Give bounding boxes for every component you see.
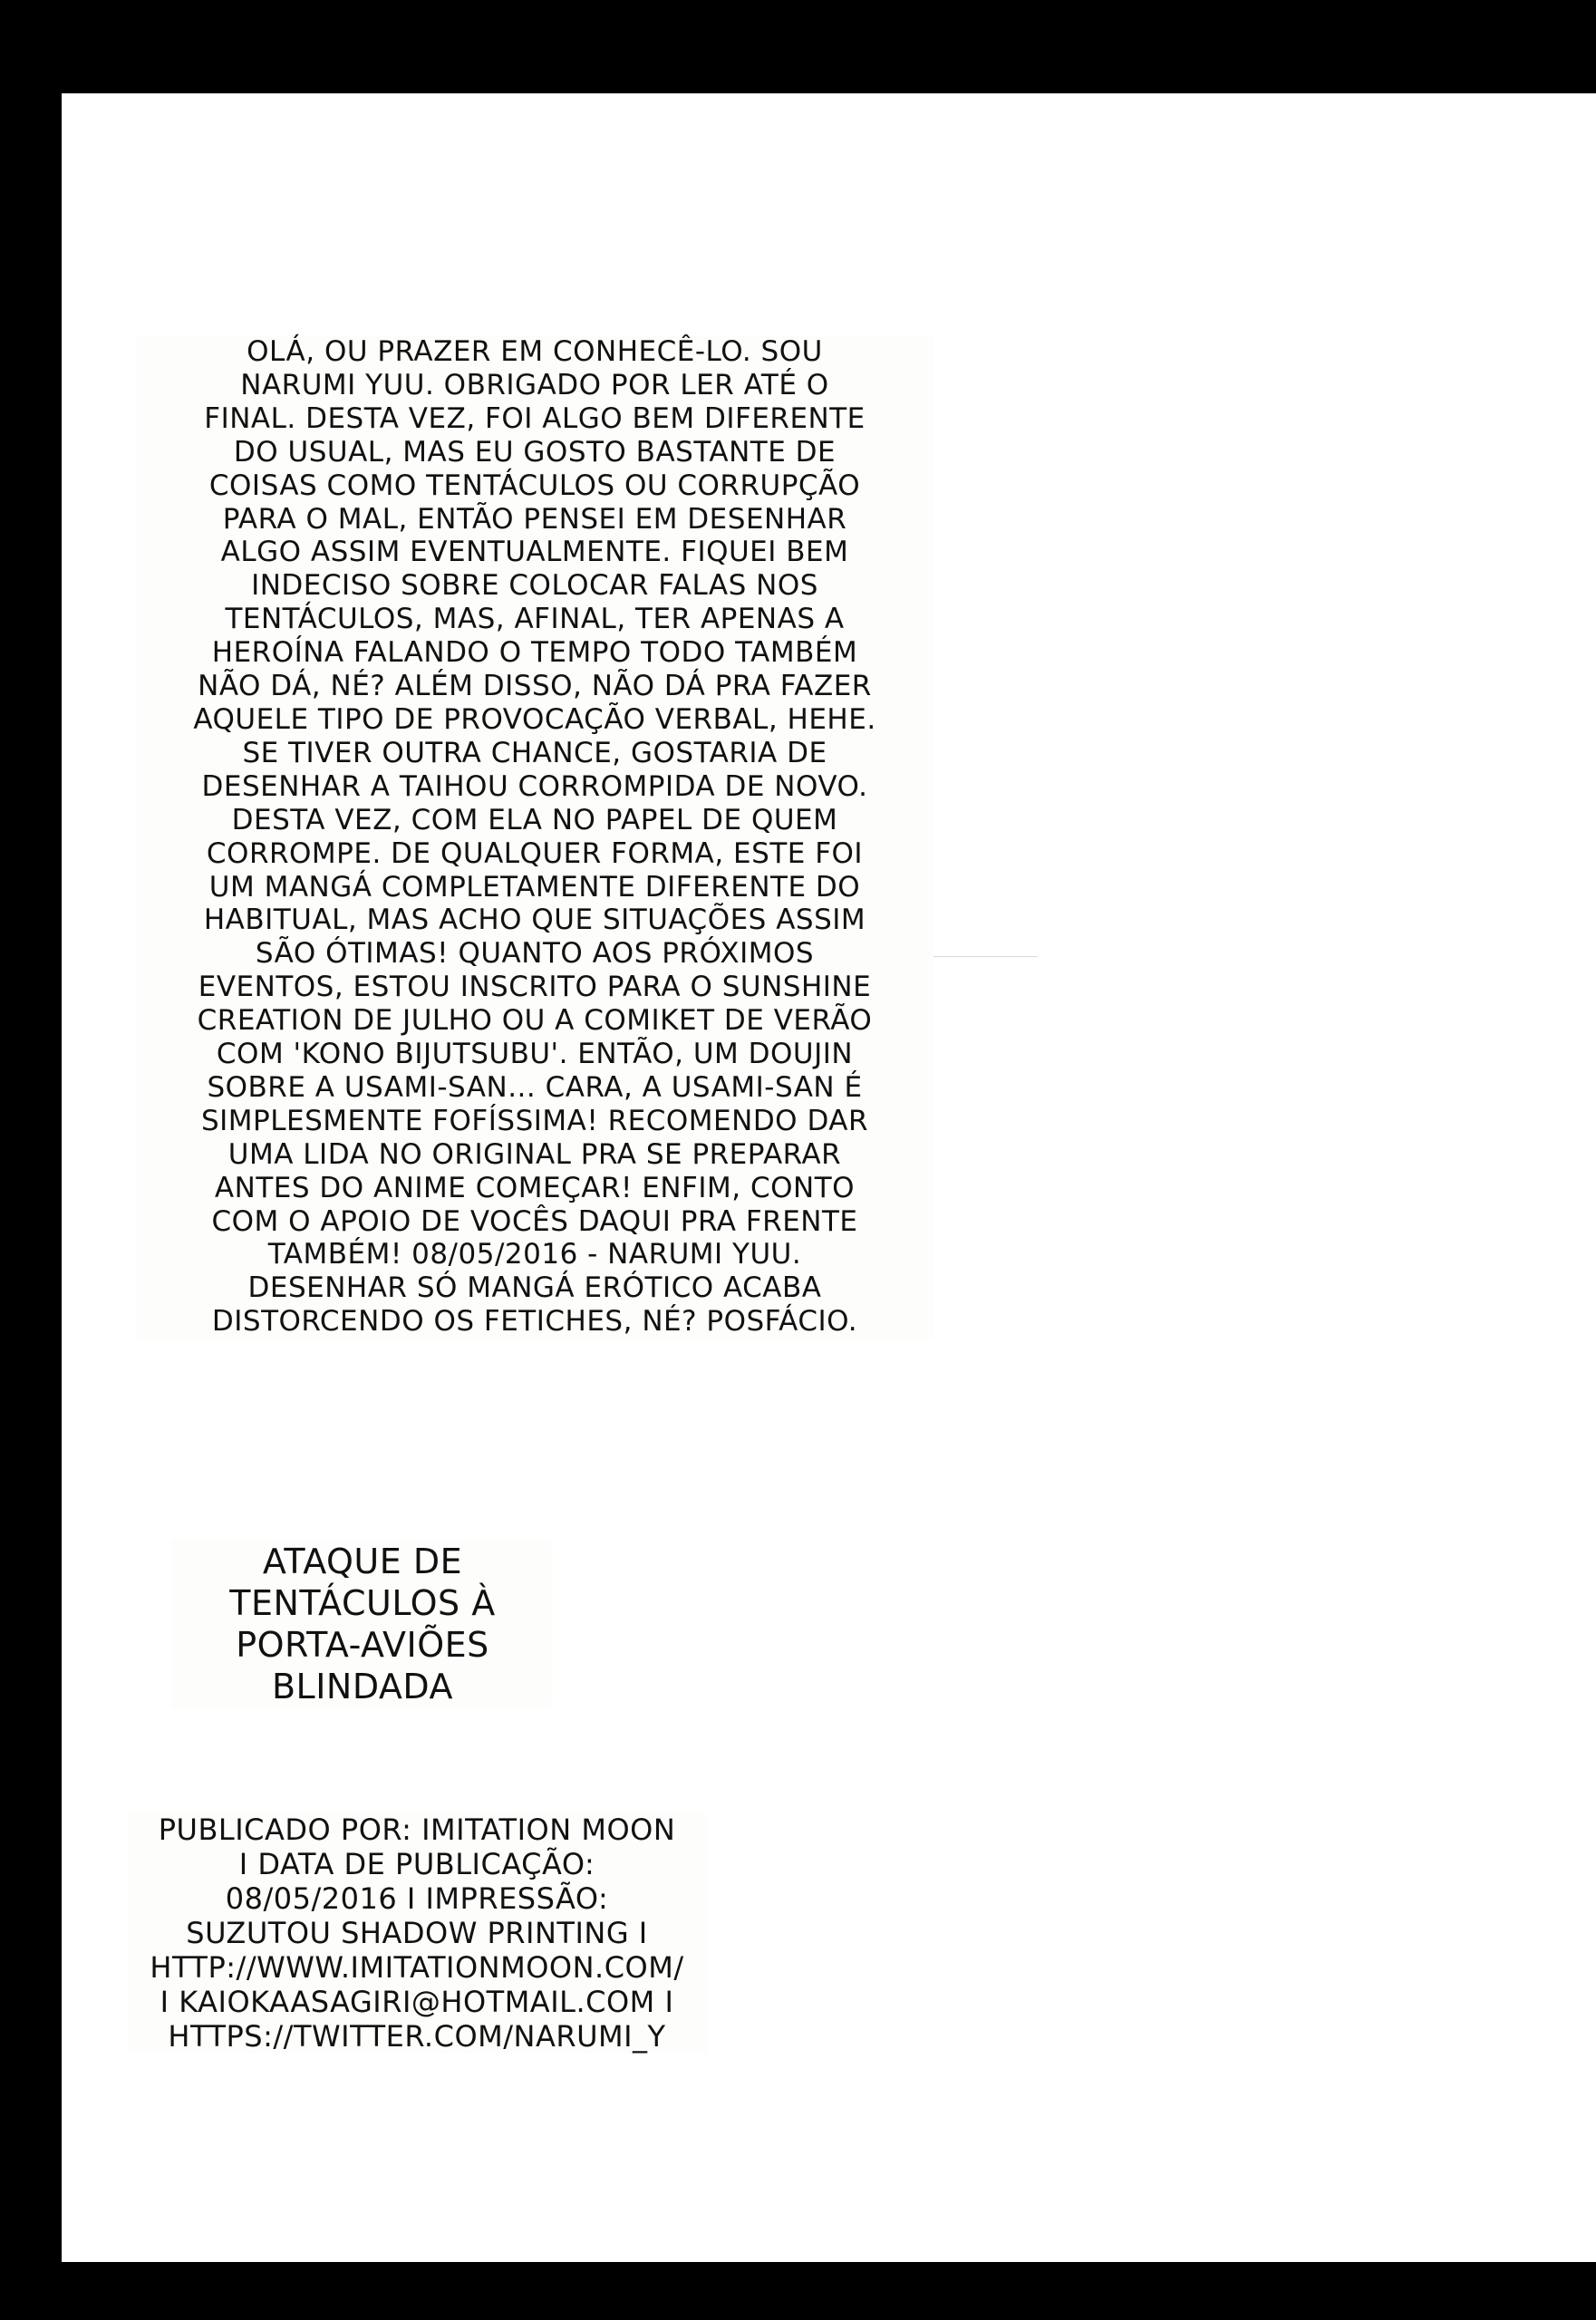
- afterword-line: CREATION DE JULHO OU A COMIKET DE VERÃO: [197, 1004, 873, 1038]
- afterword-line: HEROÍNA FALANDO O TEMPO TODO TAMBÉM: [211, 636, 858, 670]
- colophon-title-line: PORTA-AVIÕES: [236, 1625, 489, 1665]
- afterword-line: SÃO ÓTIMAS! QUANTO AOS PRÓXIMOS: [255, 937, 815, 971]
- colophon-title-line: TENTÁCULOS À: [229, 1583, 496, 1623]
- afterword-line: COM 'KONO BIJUTSUBU'. ENTÃO, UM DOUJIN: [216, 1038, 854, 1071]
- colophon-info-line: 08/05/2016 I IMPRESSÃO:: [225, 1881, 609, 1916]
- afterword-line: DO USUAL, MAS EU GOSTO BASTANTE DE: [233, 435, 837, 469]
- afterword-text: [136, 335, 933, 1339]
- afterword-line: DESENHAR SÓ MANGÁ ERÓTICO ACABA: [247, 1271, 822, 1305]
- colophon-website-link: HTTP://WWW.IMITATIONMOON.COM/: [150, 1950, 684, 1985]
- afterword-line: UMA LIDA NO ORIGINAL PRA SE PREPARAR: [227, 1137, 842, 1171]
- afterword-line: INDECISO SOBRE COLOCAR FALAS NOS: [251, 569, 818, 603]
- colophon-email: I KAIOKAASAGIRI@HOTMAIL.COM I: [160, 1985, 674, 2019]
- afterword-line: NÃO DÁ, NÉ? ALÉM DISSO, NÃO DÁ PRA FAZER: [198, 670, 872, 703]
- colophon-info-line: PUBLICADO POR: IMITATION MOON: [158, 1812, 676, 1847]
- colophon-title-line: BLINDADA: [271, 1667, 454, 1706]
- afterword-line: ANTES DO ANIME COMEÇAR! ENFIM, CONTO: [214, 1171, 856, 1204]
- afterword-line: ALGO ASSIM EVENTUALMENTE. FIQUEI BEM: [220, 536, 849, 569]
- colophon-info-line: SUZUTOU SHADOW PRINTING I: [186, 1916, 648, 1950]
- colophon-title: [172, 1541, 553, 1707]
- afterword-line: HABITUAL, MAS ACHO QUE SITUAÇÕES ASSIM: [203, 904, 866, 937]
- colophon-info-line: I DATA DE PUBLICAÇÃO:: [238, 1847, 595, 1881]
- afterword-line: DESTA VEZ, COM ELA NO PAPEL DE QUEM: [231, 803, 838, 836]
- colophon-twitter-link: HTTPS://TWITTER.COM/NARUMI_Y: [168, 2019, 666, 2054]
- colophon-publication-info: [127, 1812, 707, 2054]
- afterword-line: SOBRE A USAMI-SAN... CARA, A USAMI-SAN É: [207, 1070, 863, 1104]
- afterword-line: CORROMPE. DE QUALQUER FORMA, ESTE FOI: [206, 836, 864, 870]
- afterword-line: UM MANGÁ COMPLETAMENTE DIFERENTE DO: [208, 870, 861, 904]
- afterword-line: PARA O MAL, ENTÃO PENSEI EM DESENHAR: [222, 502, 847, 536]
- afterword-line: EVENTOS, ESTOU INSCRITO PARA O SUNSHINE: [198, 971, 872, 1004]
- afterword-line: OLÁ, OU PRAZER EM CONHECÊ-LO. SOU: [247, 335, 823, 368]
- afterword-line: COISAS COMO TENTÁCULOS OU CORRUPÇÃO: [208, 469, 861, 502]
- afterword-line: NARUMI YUU. OBRIGADO POR LER ATÉ O: [240, 368, 829, 401]
- afterword-line: FINAL. DESTA VEZ, FOI ALGO BEM DIFERENTE: [204, 401, 866, 435]
- afterword-line: AQUELE TIPO DE PROVOCAÇÃO VERBAL, HEHE.: [193, 702, 876, 736]
- afterword-line: DISTORCENDO OS FETICHES, NÉ? POSFÁCIO.: [211, 1305, 858, 1339]
- afterword-line: SIMPLESMENTE FOFÍSSIMA! RECOMENDO DAR: [200, 1104, 869, 1137]
- afterword-line: TENTÁCULOS, MAS, AFINAL, TER APENAS A: [225, 603, 845, 636]
- colophon-title-line: ATAQUE DE: [262, 1542, 463, 1581]
- afterword-line: DESENHAR A TAIHOU CORROMPIDA DE NOVO.: [201, 769, 868, 803]
- afterword-line: SE TIVER OUTRA CHANCE, GOSTARIA DE: [242, 736, 827, 769]
- afterword-line: TAMBÉM! 08/05/2016 - NARUMI YUU.: [267, 1238, 802, 1271]
- afterword-line: COM O APOIO DE VOCÊS DAQUI PRA FRENTE: [211, 1204, 858, 1238]
